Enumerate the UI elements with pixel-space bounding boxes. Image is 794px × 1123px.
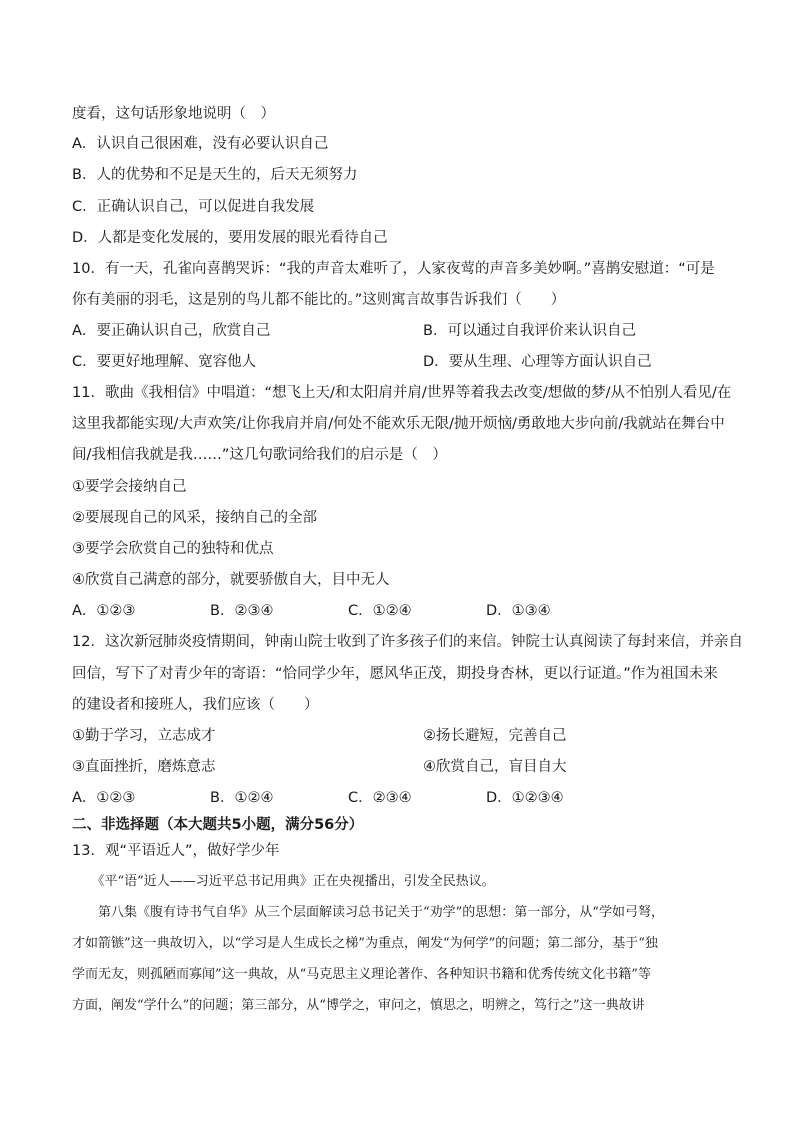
- q9-option-c: C．正确认识自己，可以促进自我发展: [72, 199, 315, 215]
- q11-stem-line-1: 11．歌曲《我相信》中唱道：“想飞上天/和太阳肩并肩/世界等着我去改变/想做的梦/从不怕别人看见/在: [72, 385, 732, 401]
- q12-statement-2: ②扬长避短，完善自己: [423, 728, 567, 744]
- q12-option-a: A．①②③: [72, 790, 136, 806]
- q10-option-d: D．要从生理、心理等方面认识自己: [423, 354, 652, 370]
- q10-stem-line-2: 你有美丽的羽毛，这是别的鸟儿都不能比的。”这则寓言故事告诉我们（ ）: [72, 292, 566, 308]
- q11-option-a: A．①②③: [72, 603, 136, 619]
- q13-title: 13．观“平语近人”，做好学少年: [72, 843, 280, 859]
- q13-passage-line-1: 《平“语”近人——习近平总书记用典》正在央视播出，引发全民热议。: [72, 874, 495, 889]
- q9-option-d: D．人都是变化发展的，要用发展的眼光看待自己: [72, 230, 388, 246]
- q12-statement-3: ③直面挫折，磨炼意志: [72, 759, 216, 775]
- q13-passage-line-2: 第八集《腹有诗书气自华》从三个层面解读习总书记关于“劝学”的思想：第一部分，从“学如弓弩，: [72, 905, 664, 920]
- q12-option-b: B．①②④: [210, 790, 274, 806]
- q11-option-b: B．②③④: [210, 603, 274, 619]
- q12-option-c: C．②③④: [348, 790, 412, 806]
- q10-option-c: C．要更好地理解、宽容他人: [72, 354, 257, 370]
- q12-option-d: D．①②③④: [486, 790, 564, 806]
- q9-option-b: B．人的优势和不足是天生的，后天无须努力: [72, 167, 358, 183]
- q13-passage-line-4: 学而无友，则孤陋而寡闻”这一典故，从“马克思主义理论著作、各种知识书籍和优秀传统文化书籍”等: [72, 967, 651, 982]
- q11-stem-line-2: 这里我都能实现/大声欢笑/让你我肩并肩/何处不能欢乐无限/抛开烦恼/勇敢地大步向前/我就站在舞台中: [72, 416, 725, 432]
- q12-statement-4: ④欣赏自己，盲目自大: [423, 759, 567, 775]
- q12-stem-line-1: 12．这次新冠肺炎疫情期间，钟南山院士收到了许多孩子们的来信。钟院士认真阅读了每封来信，并亲自: [72, 634, 743, 650]
- q11-option-d: D．①③④: [486, 603, 551, 619]
- q9-stem-end: 度看，这句话形象地说明（ ）: [72, 106, 275, 122]
- q12-statement-1: ①勤于学习，立志成才: [72, 728, 216, 744]
- q9-option-a: A．认识自己很困难，没有必要认识自己: [72, 136, 329, 152]
- q10-option-b: B．可以通过自我评价来认识自己: [423, 323, 636, 339]
- section-2-heading: 二、非选择题（本大题共5小题，满分56分）: [72, 817, 364, 833]
- q11-option-c: C．①②④: [348, 603, 412, 619]
- q11-statement-3: ③要学会欣赏自己的独特和优点: [72, 541, 274, 557]
- q11-statement-4: ④欣赏自己满意的部分，就要骄傲自大，目中无人: [72, 572, 390, 588]
- q12-stem-line-2: 回信，写下了对青少年的寄语：“恰同学少年，愿风华正茂，期投身杏林，更以行证道。”作为祖国未来: [72, 666, 718, 682]
- q10-stem-line-1: 10．有一天，孔雀向喜鹊哭诉：“我的声音太难听了，人家夜莺的声音多美妙啊。”喜鹊安慰道：“可是: [72, 261, 715, 277]
- q11-statement-1: ①要学会接纳自己: [72, 479, 187, 495]
- q11-statement-2: ②要展现自己的风采，接纳自己的全部: [72, 510, 317, 526]
- q12-stem-line-3: 的建设者和接班人，我们应该（ ）: [72, 697, 319, 713]
- q11-stem-line-3: 间/我相信我就是我……”这几句歌词给我们的启示是（ ）: [72, 447, 447, 463]
- q13-passage-line-5: 方面，阐发“学什么”的问题；第三部分，从“博学之，审问之，慎思之，明辨之，笃行之”这一典故讲: [72, 998, 645, 1013]
- q10-option-a: A．要正确认识自己，欣赏自己: [72, 323, 271, 339]
- q13-passage-line-3: 才如箭镞”这一典故切入，以“学习是人生成长之梯”为重点，阐发“为何学”的问题；第二部分，基于“独: [72, 936, 658, 951]
